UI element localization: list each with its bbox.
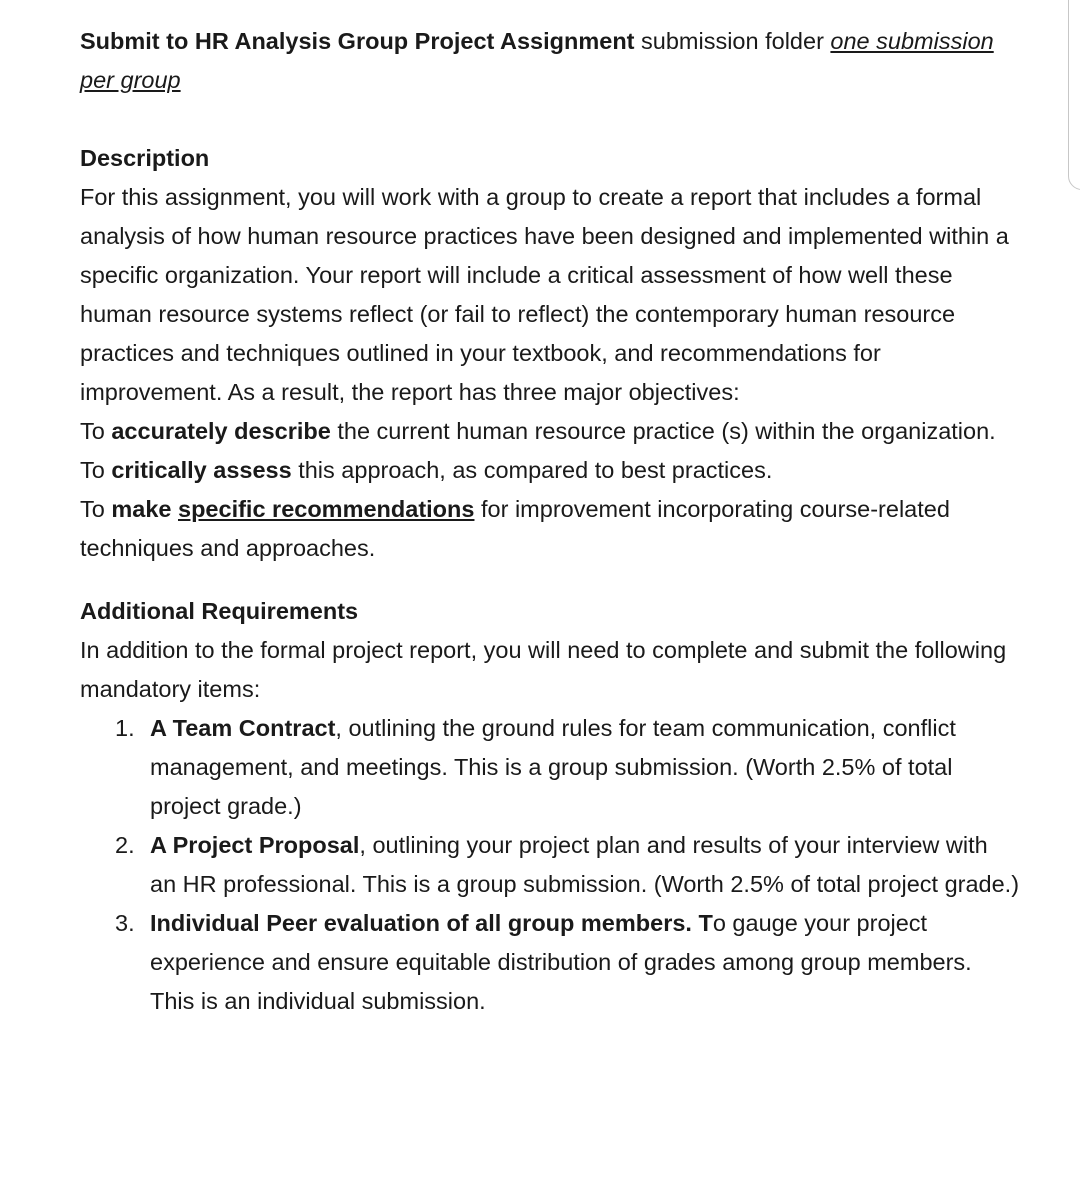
spacer: [80, 568, 1020, 592]
list-item-title: Individual Peer evaluation of all group members. T: [150, 910, 713, 936]
assignment-document: [80, 22, 1020, 1021]
list-item-title: A Project Proposal: [150, 832, 360, 858]
requirements-list: [80, 709, 1020, 1021]
list-item-text: , outlining your project plan and results of your interview with an HR professional. This is a group submission. (Worth 2.5% of total project grade.): [150, 832, 1020, 897]
spacer: [80, 100, 1020, 139]
additional-requirements-heading: Additional Requirements: [80, 598, 359, 624]
objective-assess-key: critically assess: [111, 457, 292, 483]
description-body: For this assignment, you will work with a group to create a report that includes a formal analysis of how human resource practices have been designed and implemented within a specific organization. Your report will include a critical assessment of how well these human resource systems reflect (or fail to reflect) the contemporary human resource practices and techniques outlined in your textbook, and recommendations for improvement. As a result, the report has three major objectives:: [80, 184, 1009, 405]
objective-recommend-emphasis: specific recommendations: [178, 496, 475, 522]
list-item-text: o gauge your project experience and ensure equitable distribution of grades among group members. This is an individual submission.: [150, 910, 972, 1014]
objective-assess: To critically assess this approach, as compared to best practices.: [80, 457, 773, 483]
list-item-number: 2.: [115, 832, 135, 858]
submission-folder-text: submission folder: [634, 28, 831, 54]
scrollbar-edge[interactable]: [1068, 0, 1080, 190]
additional-requirements-intro: In addition to the formal project report, you will need to complete and submit the following mandatory items:: [80, 637, 1007, 702]
objective-describe-key: accurately describe: [111, 418, 331, 444]
list-item-number: 3.: [115, 910, 135, 936]
list-item-text: , outlining the ground rules for team communication, conflict management, and meetings. This is a group submission. (Worth 2.5% of total project grade.): [150, 715, 956, 819]
description-heading: Description: [80, 145, 210, 171]
objective-recommend-key: make: [111, 496, 172, 522]
submission-title: Submit to HR Analysis Group Project Assignment: [80, 28, 635, 54]
list-item: [115, 709, 1020, 826]
list-item-number: 1.: [115, 715, 135, 741]
objective-describe: To accurately describe the current human resource practice (s) within the organization.: [80, 418, 996, 444]
submission-note: one submission per group: [80, 28, 994, 93]
list-item-title: A Team Contract: [150, 715, 336, 741]
list-item: [115, 904, 1020, 1021]
submission-instructions: [80, 22, 1020, 100]
objective-recommend: To make specific recommendations for improvement incorporating course-related techniques and approaches.: [80, 496, 950, 561]
list-item: [115, 826, 1020, 904]
